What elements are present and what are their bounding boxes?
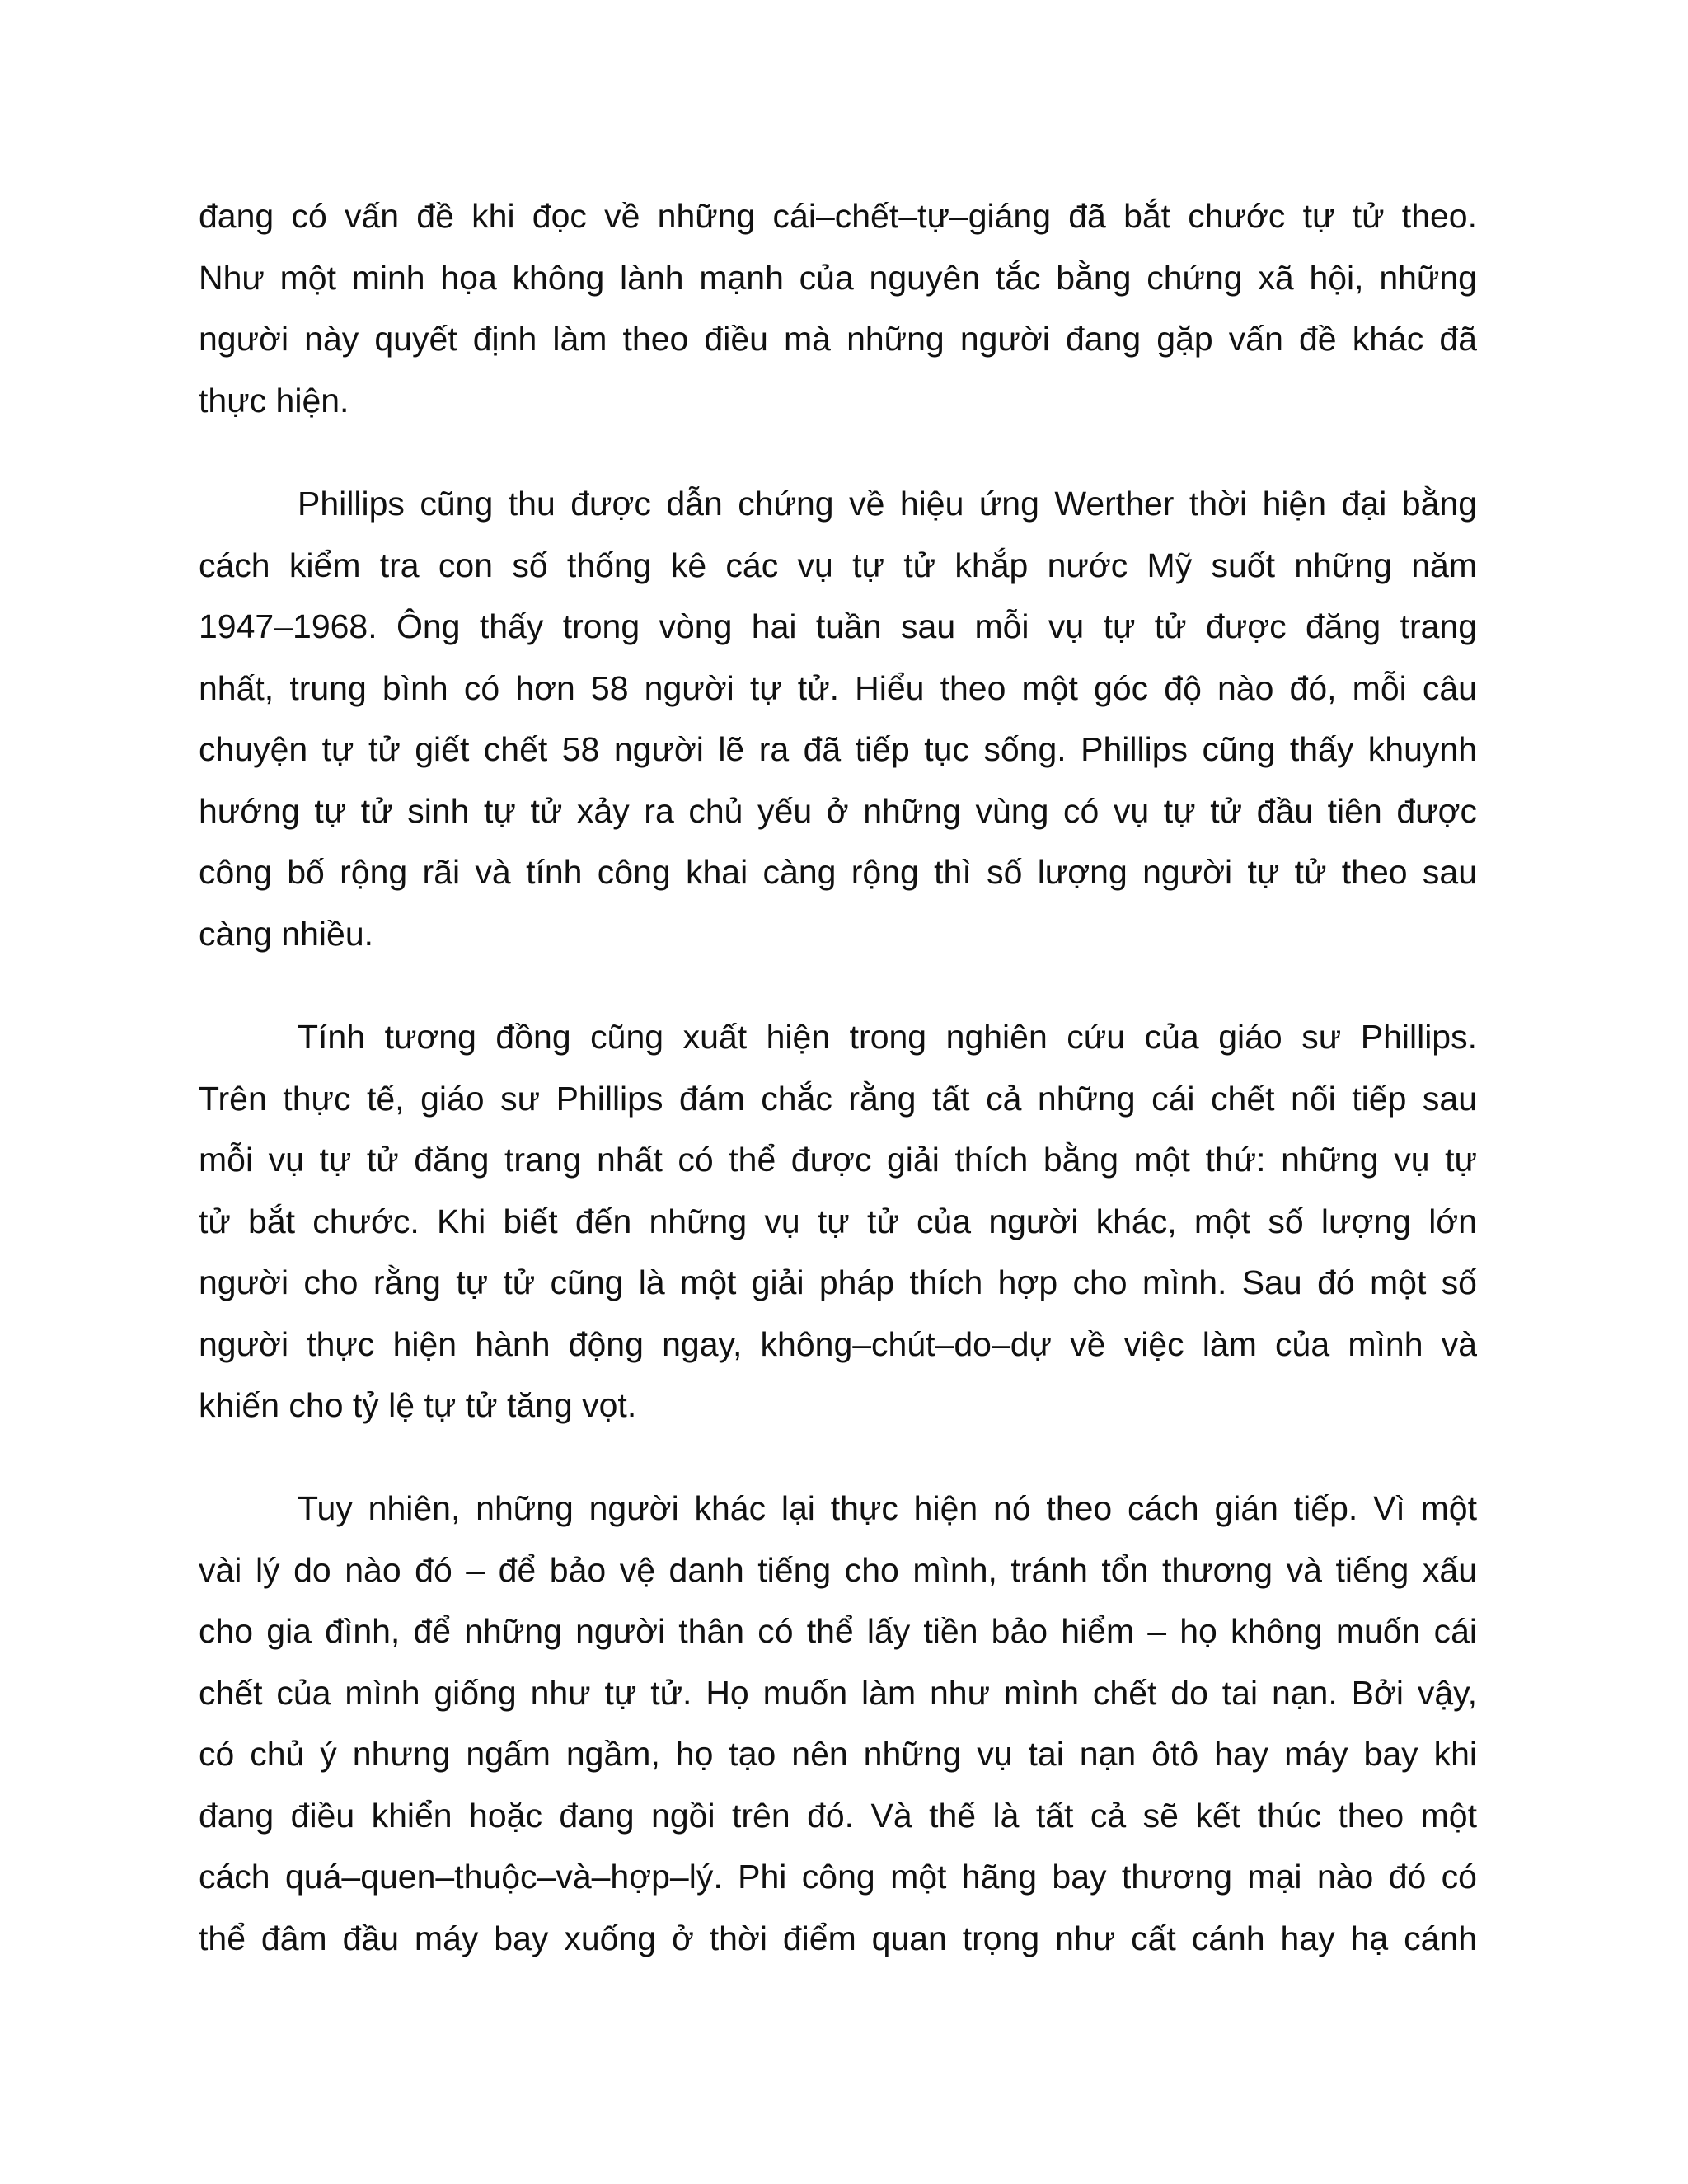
paragraph-line: nhất, trung bình có hơn 58 người tự tử. Hiểu theo một góc độ nào đó, mỗi câu [199,668,1477,707]
paragraph-line: công bố rộng rãi và tính công khai càng rộng thì số lượng người tự tử theo sau [199,853,1477,891]
paragraph-line: chết của mình giống như tự tử. Họ muốn làm như mình chết do tai nạn. Bởi vậy, [199,1673,1477,1712]
paragraph-line: thực hiện. [199,381,349,419]
paragraph-line: chuyện tự tử giết chết 58 người lẽ ra đã tiếp tục sống. Phillips cũng thấy khuynh [199,730,1477,768]
paragraph-line: có chủ ý nhưng ngấm ngầm, họ tạo nên những vụ tai nạn ôtô hay máy bay khi [199,1735,1477,1773]
paragraph-line: Tuy nhiên, những người khác lại thực hiện nó theo cách gián tiếp. Vì một [298,1489,1477,1527]
paragraph-line: người cho rằng tự tử cũng là một giải pháp thích hợp cho mình. Sau đó một số [199,1263,1477,1301]
paragraph-line: cách kiểm tra con số thống kê các vụ tự tử khắp nước Mỹ suốt những năm [199,546,1477,584]
paragraph-line: Tính tương đồng cũng xuất hiện trong nghiên cứu của giáo sư Phillips. [298,1018,1477,1056]
paragraph-line: người thực hiện hành động ngay, không–chút–do–dự về việc làm của mình và [199,1324,1477,1363]
paragraph-2 [199,473,1477,964]
paragraph-line: người này quyết định làm theo điều mà những người đang gặp vấn đề khác đã [199,320,1477,358]
paragraph-line: càng nhiều. [199,914,374,953]
paragraph-line: thể đâm đầu máy bay xuống ở thời điểm quan trọng như cất cánh hay hạ cánh [199,1919,1477,1957]
paragraph-line: cách quá–quen–thuộc–và–hợp–lý. Phi công một hãng bay thương mại nào đó có [199,1858,1477,1896]
paragraph-line: 1947–1968. Ông thấy trong vòng hai tuần sau mỗi vụ tự tử được đăng trang [199,607,1477,645]
paragraph-line: mỗi vụ tự tử đăng trang nhất có thể được giải thích bằng một thứ: những vụ tự [199,1141,1477,1179]
paragraph-line: Phillips cũng thu được dẫn chứng về hiệu ứng Werther thời hiện đại bằng [298,485,1477,523]
paragraph-line: khiến cho tỷ lệ tự tử tăng vọt. [199,1386,637,1424]
paragraph-line: Như một minh họa không lành mạnh của nguyên tắc bằng chứng xã hội, những [199,258,1477,297]
paragraph-line: vài lý do nào đó – để bảo vệ danh tiếng cho mình, tránh tổn thương và tiếng xấu [199,1550,1477,1589]
paragraph-line: hướng tự tử sinh tự tử xảy ra chủ yếu ở những vùng có vụ tự tử đầu tiên được [199,791,1477,830]
paragraph-line: cho gia đình, để những người thân có thể lấy tiền bảo hiểm – họ không muốn cái [199,1612,1477,1650]
paragraph-3 [199,1006,1477,1436]
paragraph-line: Trên thực tế, giáo sư Phillips đám chắc rằng tất cả những cái chết nối tiếp sau [199,1079,1477,1118]
paragraph-line: tử bắt chước. Khi biết đến những vụ tự tử của người khác, một số lượng lớn [199,1202,1477,1240]
paragraph-line: đang có vấn đề khi đọc về những cái–chết–tự–giáng đã bắt chước tự tử theo. [199,197,1477,235]
paragraph-line: đang điều khiển hoặc đang ngồi trên đó. Và thế là tất cả sẽ kết thúc theo một [199,1796,1477,1835]
paragraph-1 [199,185,1477,431]
paragraph-4 [199,1478,1477,1969]
